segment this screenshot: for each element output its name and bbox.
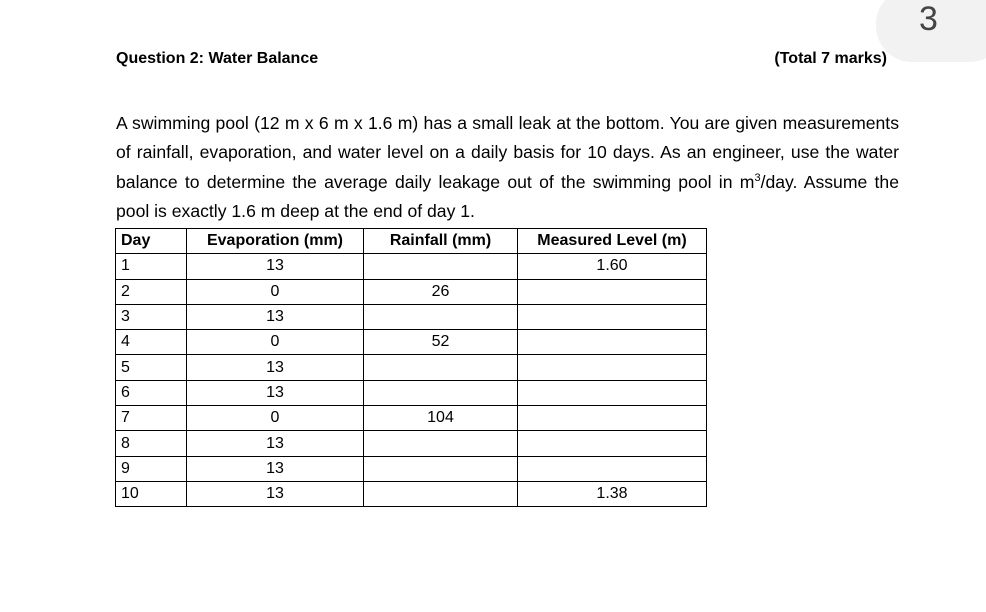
measured-level-cell	[518, 355, 707, 380]
day-cell: 4	[116, 330, 187, 355]
day-cell: 7	[116, 406, 187, 431]
rainfall-cell	[364, 304, 518, 329]
table-row	[116, 304, 707, 329]
table-row	[116, 380, 707, 405]
table-row	[116, 431, 707, 456]
day-cell: 9	[116, 456, 187, 481]
question-text	[116, 109, 899, 227]
measured-level-cell	[518, 279, 707, 304]
table-body	[116, 254, 707, 507]
day-cell: 6	[116, 380, 187, 405]
day-cell: 3	[116, 304, 187, 329]
rainfall-cell	[364, 481, 518, 506]
evaporation-cell: 13	[187, 254, 364, 279]
measured-level-cell	[518, 431, 707, 456]
question-heading	[116, 50, 887, 68]
unit-superscript: 3	[754, 171, 761, 184]
question-text-main: A swimming pool (12 m x 6 m x 1.6 m) has a small leak at the bottom. You are given measurements of rainfall, evaporation, and water level on a daily basis for 10 days. As an engineer, use the water balance to determine the average daily leakage out of the swimming pool in m	[116, 112, 899, 192]
question-text-end: /day. Assume the pool is exactly 1.6 m deep at the end of day 1.	[116, 171, 899, 222]
measured-level-cell: 1.38	[518, 481, 707, 506]
table-row	[116, 355, 707, 380]
question-title: Question 2: Water Balance	[116, 50, 319, 67]
evaporation-cell: 13	[187, 380, 364, 405]
measured-level-cell	[518, 304, 707, 329]
water-balance-table	[115, 228, 707, 507]
measured-level-cell	[518, 330, 707, 355]
day-cell: 5	[116, 355, 187, 380]
evaporation-cell: 0	[187, 279, 364, 304]
header-rainfall: Rainfall (mm)	[364, 229, 518, 254]
header-day: Day	[116, 229, 187, 254]
total-marks: (Total 7 marks)	[774, 50, 887, 67]
rainfall-cell: 52	[364, 330, 518, 355]
table-header-row	[116, 229, 707, 254]
rainfall-cell	[364, 456, 518, 481]
rainfall-cell	[364, 254, 518, 279]
evaporation-cell: 13	[187, 456, 364, 481]
day-cell: 8	[116, 431, 187, 456]
table-row	[116, 481, 707, 506]
rainfall-cell	[364, 355, 518, 380]
rainfall-cell: 26	[364, 279, 518, 304]
table-row	[116, 456, 707, 481]
evaporation-cell: 13	[187, 304, 364, 329]
evaporation-cell: 0	[187, 406, 364, 431]
measured-level-cell	[518, 406, 707, 431]
measured-level-cell	[518, 380, 707, 405]
measured-level-cell: 1.60	[518, 254, 707, 279]
rainfall-cell	[364, 380, 518, 405]
table-row	[116, 279, 707, 304]
day-cell: 1	[116, 254, 187, 279]
page-number: 3	[919, 0, 938, 38]
header-evaporation: Evaporation (mm)	[187, 229, 364, 254]
evaporation-cell: 0	[187, 330, 364, 355]
evaporation-cell: 13	[187, 355, 364, 380]
rainfall-cell: 104	[364, 406, 518, 431]
table-row	[116, 254, 707, 279]
rainfall-cell	[364, 431, 518, 456]
header-measured-level: Measured Level (m)	[518, 229, 707, 254]
evaporation-cell: 13	[187, 481, 364, 506]
evaporation-cell: 13	[187, 431, 364, 456]
day-cell: 2	[116, 279, 187, 304]
day-cell: 10	[116, 481, 187, 506]
table-row	[116, 330, 707, 355]
measured-level-cell	[518, 456, 707, 481]
table-row	[116, 406, 707, 431]
